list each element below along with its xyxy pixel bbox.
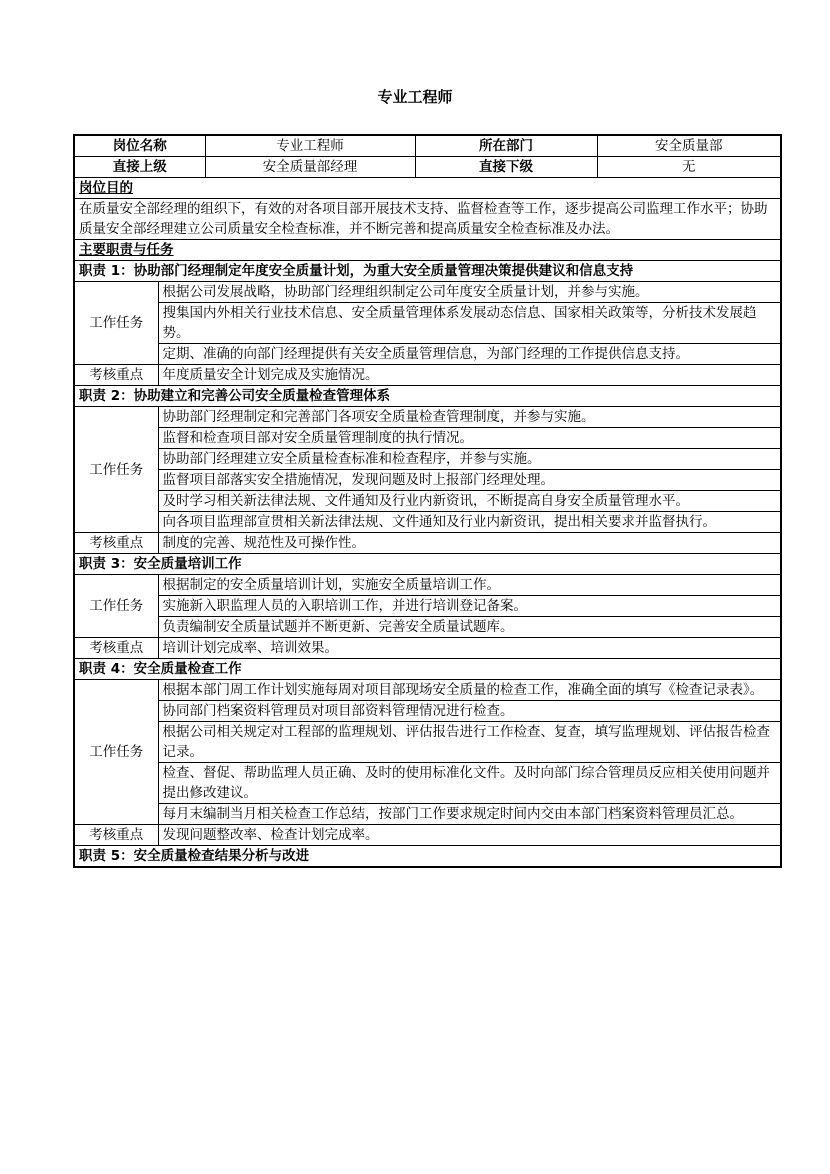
duty-4-task-5: 每月末编制当月相关检查工作总结，按部门工作要求规定时间内交由本部门档案资料管理员汇总。 — [158, 804, 781, 825]
duty-title-row — [74, 846, 781, 868]
task-row — [74, 722, 781, 763]
task-row — [74, 282, 781, 303]
purpose-text-row — [74, 199, 781, 240]
duty-1-kpi-label: 考核重点 — [74, 365, 158, 386]
duty-4-task-label: 工作任务 — [74, 680, 158, 825]
duties-heading: 主要职责与任务 — [74, 240, 781, 261]
duty-2-task-3: 协助部门经理建立安全质量检查标准和检查程序，并参与实施。 — [158, 449, 781, 470]
task-row — [74, 344, 781, 365]
duty-title-row — [74, 261, 781, 282]
task-row — [74, 680, 781, 701]
task-row — [74, 449, 781, 470]
task-row — [74, 491, 781, 512]
duty-3-kpi-label: 考核重点 — [74, 638, 158, 659]
purpose-heading-row — [74, 178, 781, 199]
task-row — [74, 617, 781, 638]
duty-2-task-6: 向各项目监理部宣贯相关新法律法规、文件通知及行业内新资讯，提出相关要求并监督执行。 — [158, 512, 781, 533]
task-row — [74, 303, 781, 344]
duty-1-task-2: 搜集国内外相关行业技术信息、安全质量管理体系发展动态信息、国家相关政策等，分析技术发展趋势。 — [158, 303, 781, 344]
duty-4-title: 职责 4：安全质量检查工作 — [74, 659, 781, 680]
kpi-row — [74, 533, 781, 554]
post-name-value: 专业工程师 — [205, 135, 415, 157]
task-row — [74, 575, 781, 596]
duty-4-task-3: 根据公司相关规定对工程部的监理规划、评估报告进行工作检查、复查，填写监理规划、评估报告检查记录。 — [158, 722, 781, 763]
duty-5-title: 职责 5：安全质量检查结果分析与改进 — [74, 846, 781, 868]
duty-4-task-4: 检查、督促、帮助监理人员正确、及时的使用标准化文件。及时向部门综合管理员反应相关使用问题并提出修改建议。 — [158, 763, 781, 804]
info-row-1 — [74, 135, 781, 157]
task-row — [74, 763, 781, 804]
subordinate-label: 直接下级 — [415, 157, 597, 178]
duty-2-task-label: 工作任务 — [74, 407, 158, 533]
duty-title-row — [74, 659, 781, 680]
kpi-row — [74, 638, 781, 659]
duty-4-kpi: 发现问题整改率、检查计划完成率。 — [158, 825, 781, 846]
duty-1-task-1: 根据公司发展战略，协助部门经理组织制定公司年度安全质量计划，并参与实施。 — [158, 282, 781, 303]
duty-title-row — [74, 386, 781, 407]
task-row — [74, 512, 781, 533]
duties-heading-row — [74, 240, 781, 261]
task-row — [74, 804, 781, 825]
info-row-2 — [74, 157, 781, 178]
duty-1-title: 职责 1：协助部门经理制定年度安全质量计划，为重大安全质量管理决策提供建议和信息支持 — [74, 261, 781, 282]
duty-1-kpi: 年度质量安全计划完成及实施情况。 — [158, 365, 781, 386]
duty-title-row — [74, 554, 781, 575]
kpi-row — [74, 365, 781, 386]
duty-2-kpi-label: 考核重点 — [74, 533, 158, 554]
dept-label: 所在部门 — [415, 135, 597, 157]
superior-label: 直接上级 — [74, 157, 205, 178]
superior-value: 安全质量部经理 — [205, 157, 415, 178]
duty-2-task-1: 协助部门经理制定和完善部门各项安全质量检查管理制度，并参与实施。 — [158, 407, 781, 428]
duty-2-kpi: 制度的完善、规范性及可操作性。 — [158, 533, 781, 554]
task-row — [74, 470, 781, 491]
duty-3-kpi: 培训计划完成率、培训效果。 — [158, 638, 781, 659]
post-name-label: 岗位名称 — [74, 135, 205, 157]
dept-value: 安全质量部 — [597, 135, 781, 157]
task-row — [74, 596, 781, 617]
duty-3-task-2: 实施新入职监理人员的入职培训工作，并进行培训登记备案。 — [158, 596, 781, 617]
duty-4-task-1: 根据本部门周工作计划实施每周对项目部现场安全质量的检查工作，准确全面的填写《检查记录表》。 — [158, 680, 781, 701]
duty-1-task-3: 定期、准确的向部门经理提供有关安全质量管理信息，为部门经理的工作提供信息支持。 — [158, 344, 781, 365]
duty-3-task-3: 负责编制安全质量试题并不断更新、完善安全质量试题库。 — [158, 617, 781, 638]
task-row — [74, 428, 781, 449]
page-title: 专业工程师 — [377, 88, 453, 106]
purpose-heading: 岗位目的 — [74, 178, 781, 199]
duty-4-task-2: 协同部门档案资料管理员对项目部资料管理情况进行检查。 — [158, 701, 781, 722]
purpose-text: 在质量安全部经理的组织下，有效的对各项目部开展技术支持、监督检查等工作，逐步提高公司监理工作水平；协助质量安全部经理建立公司质量安全检查标准，并不断完善和提高质量安全检查标准及办法。 — [74, 199, 781, 240]
duty-1-task-label: 工作任务 — [74, 282, 158, 365]
duty-3-task-label: 工作任务 — [74, 575, 158, 638]
job-description-table — [73, 134, 782, 868]
duty-2-task-4: 监督项目部落实安全措施情况，发现问题及时上报部门经理处理。 — [158, 470, 781, 491]
kpi-row — [74, 825, 781, 846]
duty-4-kpi-label: 考核重点 — [74, 825, 158, 846]
duty-3-title: 职责 3：安全质量培训工作 — [74, 554, 781, 575]
task-row — [74, 701, 781, 722]
subordinate-value: 无 — [597, 157, 781, 178]
duty-2-task-5: 及时学习相关新法律法规、文件通知及行业内新资讯，不断提高自身安全质量管理水平。 — [158, 491, 781, 512]
duty-2-task-2: 监督和检查项目部对安全质量管理制度的执行情况。 — [158, 428, 781, 449]
duty-3-task-1: 根据制定的安全质量培训计划，实施安全质量培训工作。 — [158, 575, 781, 596]
task-row — [74, 407, 781, 428]
duty-2-title: 职责 2：协助建立和完善公司安全质量检查管理体系 — [74, 386, 781, 407]
